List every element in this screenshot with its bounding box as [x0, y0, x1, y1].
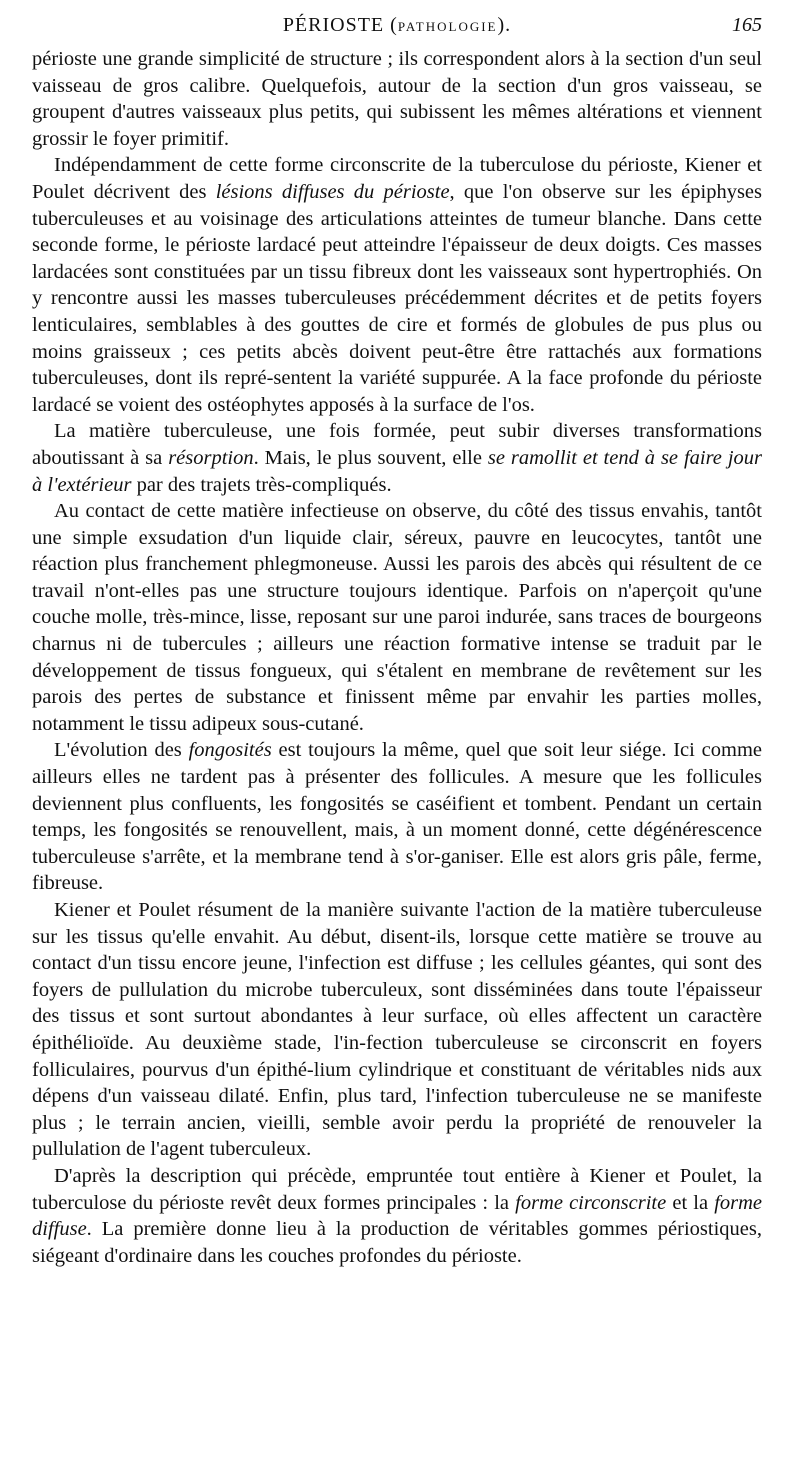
paragraph	[32, 46, 762, 152]
text-run: D'après la description qui précède, empruntée tout entière à Kiener et Poulet, la tuberculose du périoste revêt deux formes principales : la	[32, 1164, 762, 1214]
paragraph	[32, 897, 762, 1163]
title-end: ).	[497, 14, 512, 36]
title-main: PÉRIOSTE (	[282, 14, 398, 36]
paragraph	[32, 418, 762, 498]
text-run: Kiener et Poulet résument de la manière suivante l'action de la matière tuberculeuse sur les tissus qu'elle envahit. Au début, disent-ils, lorsque cette matière se trouve au contact d'un tissu encore jeune, l'infection est diffuse ; les cellules géantes, qui sont des foyers de pullulation du microbe tuberculeux, sont disséminées dans toute l'épaisseur des tissus et sont surtout abondantes à leur surface, où elles affectent un caractère épithélioïde. Au deuxième stade, l'in-fection tuberculeuse se circonscrit en foyers folliculaires, pourvus d'un épithé-lium cylindrique et constituant de véritables nids aux dépens d'un vaisseau dilaté. Enfin, plus tard, l'infection tuberculeuse ne se manifeste plus ; le terrain ancien, vieilli, semble avoir perdu la propriété de renouveler la pullulation de l'agent tuberculeux.	[32, 899, 762, 1161]
text-run: . Mais, le plus souvent, elle	[253, 446, 488, 469]
text-run: . La première donne lieu à la production de véritables gommes périostiques, siégeant d'ordinaire dans les couches profondes du périoste.	[32, 1218, 762, 1267]
text-run: Au contact de cette matière infectieuse on observe, du côté des tissus envahis, tantôt une simple exsudation d'un liquide clair, séreux, pauvre en leucocytes, tantôt une réaction plus franchement phlegmoneuse. Aussi les parois des abcès qui résultent de ce travail n'ont-elles pas une structure toujours identique. Parfois on n'aperçoit qu'une couche molle, très-mince, lisse, reposant sur une paroi indurée, sans traces de bourgeons charnus ni de tubercules ; ailleurs une réaction formative intense se traduit par le développement de tissus fongueux, qui s'étalent en membrane de revêtement sur les parois des pertes de substance et finissent même par envahir les parties molles, notamment le tissu adipeux sous-cutané.	[32, 500, 762, 735]
paragraph	[32, 498, 762, 737]
text-run: est toujours la même, quel que soit leur siége. Ici comme ailleurs elles ne tardent pas à présenter des follicules. A mesure que les follicules deviennent plus confluents, les fongosités se caséifient et tombent. Pendant un certain temps, les fongosités se renouvellent, mais, à un moment donné, cette dégénérescence tuberculeuse s'arrête, et la membrane tend à s'or-ganiser. Elle est alors gris pâle, ferme, fibreuse.	[32, 739, 762, 895]
text-run: , que l'on observe sur les épiphyses tuberculeuses et au voisinage des articulations atteintes de tumeur blanche. Dans cette seconde forme, le périoste lardacé peut atteindre l'épaisseur de deux doigts. Ces masses lardacées sont constituées par un tissu fibreux dont les vaisseaux sont hypertrophiés. On y rencontre aussi les masses tuberculeuses précédemment décrites et de petits foyers lenticulaires, semblables à des gouttes de cire et formés de globules de pus plus ou moins graisseux ; ces petits abcès doivent peut-être être rattachés aux formations tuberculeuses, dont ils repré-sentent la variété suppurée. A la face profonde du périoste lardacé se voient des ostéophytes apposés à la surface de l'os.	[32, 180, 763, 416]
text-run: La matière tuberculeuse, une fois formée, peut subir diverses transformations aboutissant à sa	[32, 420, 762, 469]
italic-text: lésions diffuses du périoste	[215, 180, 450, 203]
body-text	[32, 46, 762, 1269]
text-run: et la	[666, 1191, 715, 1214]
running-title	[32, 14, 762, 37]
italic-text: se ramollit et tend à se faire jour à l'extérieur	[32, 446, 762, 496]
paragraph	[32, 737, 762, 897]
italic-text: fongosités	[188, 739, 272, 762]
text-run: par des trajets très-compliqués.	[131, 473, 392, 496]
paragraph	[32, 152, 762, 418]
text-run: périoste une grande simplicité de structure ; ils correspondent alors à la section d'un seul vaisseau de gros calibre. Quelquefois, autour de la section d'un gros vaisseau, se groupent d'autres vaisseaux plus petits, qui subissent les mêmes altérations et viennent grossir le foyer primitif.	[32, 48, 762, 150]
text-run: Indépendamment de cette forme circonscrite de la tuberculose du périoste, Kiener et Poulet décrivent des	[32, 154, 762, 203]
page-number: 165	[732, 14, 762, 36]
paragraph	[32, 1163, 762, 1269]
italic-text: forme circonscrite	[515, 1191, 667, 1214]
title-subtitle: PATHOLOGIE	[397, 19, 498, 34]
italic-text: forme diffuse	[32, 1191, 763, 1241]
text-run: L'évolution des	[54, 739, 189, 762]
running-header	[32, 0, 762, 46]
italic-text: résorption	[168, 446, 254, 469]
